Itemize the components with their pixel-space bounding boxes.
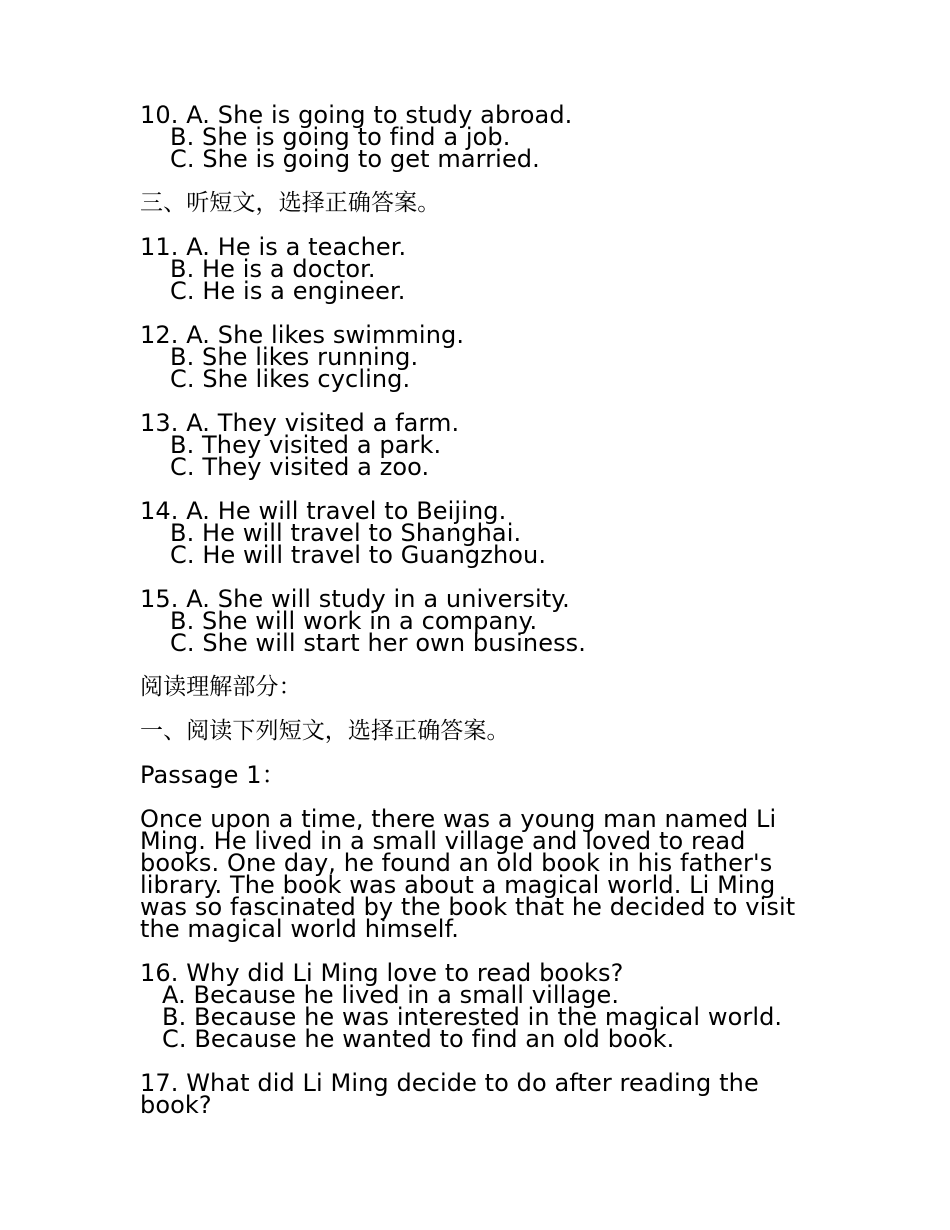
passage-1-line: Ming. He lived in a small village and loved to read	[140, 827, 746, 855]
question-14-option-a: 14. A. He will travel to Beijing.	[140, 497, 507, 525]
passage-1-line: was so fascinated by the book that he decided to visit	[140, 893, 796, 921]
passage-1-text	[140, 805, 800, 943]
question-16	[140, 959, 800, 1053]
question-13	[140, 409, 800, 481]
reading-section-1-heading: 一、阅读下列短文，选择正确答案。	[140, 718, 510, 744]
passage-1-line: books. One day, he found an old book in his father's	[140, 849, 773, 877]
question-14-option-c: C. He will travel to Guangzhou.	[170, 541, 547, 569]
question-14-option-b: B. He will travel to Shanghai.	[170, 519, 522, 547]
question-15	[140, 585, 800, 657]
question-12	[140, 321, 800, 393]
question-15-option-c: C. She will start her own business.	[170, 629, 586, 657]
question-12-option-a: 12. A. She likes swimming.	[140, 321, 465, 349]
question-13-option-b: B. They visited a park.	[170, 431, 442, 459]
exam-page	[140, 101, 800, 1138]
question-11-option-c: C. He is a engineer.	[170, 277, 406, 305]
question-14	[140, 497, 800, 569]
question-12-option-c: C. She likes cycling.	[170, 365, 411, 393]
question-10-option-a: 10. A. She is going to study abroad.	[140, 101, 573, 129]
question-11-option-a: 11. A. He is a teacher.	[140, 233, 407, 261]
question-12-option-b: B. She likes running.	[170, 343, 419, 371]
question-15-option-b: B. She will work in a company.	[170, 607, 538, 635]
question-11-option-b: B. He is a doctor.	[170, 255, 376, 283]
reading-heading-block	[140, 676, 800, 698]
reading-heading: 阅读理解部分：	[140, 674, 302, 700]
question-15-option-a: 15. A. She will study in a university.	[140, 585, 570, 613]
question-11	[140, 233, 800, 305]
question-16-option-b: B. Because he was interested in the magical world.	[162, 1003, 783, 1031]
passage-1-line: library. The book was about a magical world. Li Ming	[140, 871, 776, 899]
question-13-option-c: C. They visited a zoo.	[170, 453, 430, 481]
question-10-option-c: C. She is going to get married.	[170, 145, 540, 173]
question-17-stem-line-2: book?	[140, 1091, 212, 1119]
question-16-stem: 16. Why did Li Ming love to read books?	[140, 959, 624, 987]
question-17-stem-line-1: 17. What did Li Ming decide to do after reading the	[140, 1069, 759, 1097]
question-13-option-a: 13. A. They visited a farm.	[140, 409, 460, 437]
section-3-heading: 三、听短文，选择正确答案。	[140, 190, 441, 216]
question-10	[140, 101, 800, 173]
question-16-option-a: A. Because he lived in a small village.	[162, 981, 620, 1009]
passage-1-title: Passage 1：	[140, 761, 286, 789]
passage-1-line: Once upon a time, there was a young man named Li	[140, 805, 777, 833]
reading-section-1-heading-block	[140, 720, 800, 742]
question-17	[140, 1069, 800, 1119]
question-16-option-c: C. Because he wanted to find an old book.	[162, 1025, 675, 1053]
passage-1-title-block	[140, 761, 800, 789]
section-3-heading-block	[140, 192, 800, 214]
passage-1-line: the magical world himself.	[140, 915, 460, 943]
question-10-option-b: B. She is going to find a job.	[170, 123, 511, 151]
